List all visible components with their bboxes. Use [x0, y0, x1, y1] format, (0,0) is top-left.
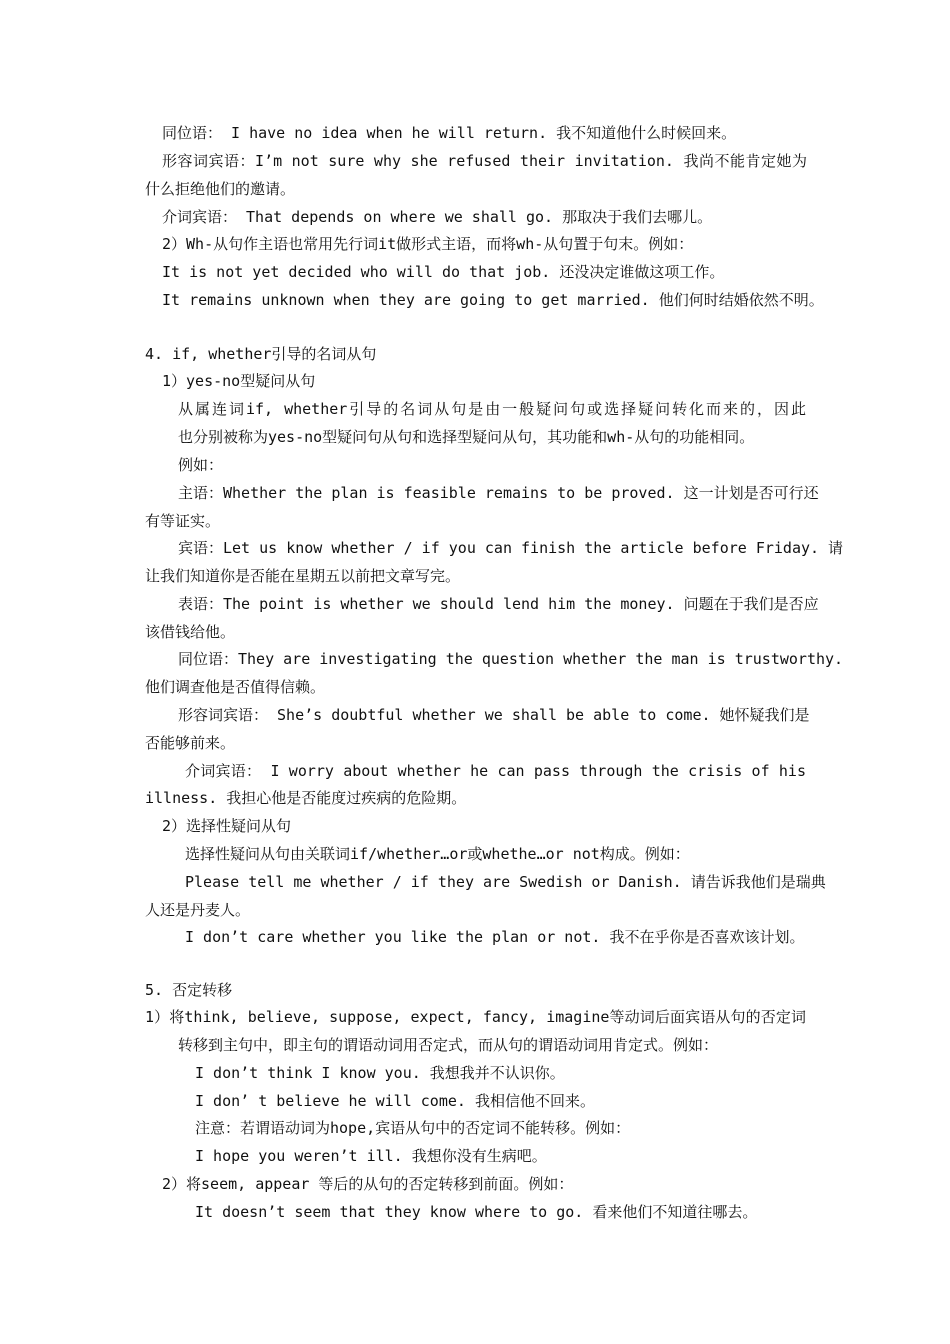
sec3-point-2: 2）Wh-从句作主语也常用先行词it做形式主语，而将wh-从句置于句末。例如：: [162, 235, 694, 253]
sec4-intro-line-1: 从属连词if, whether引导的名词从句是由一般疑问句或选择疑问转化而来的，因此: [178, 400, 806, 418]
sec4-prep-obj-line-1: 介词宾语： I worry about whether he can pass through the crisis of his: [185, 762, 806, 780]
sec3-appositive-line: 同位语： I have no idea when he will return. 我不知道他什么时候回来。: [162, 124, 737, 142]
sec4-predicative-line-1: 表语：The point is whether we should lend him the money. 问题在于我们是否应: [178, 595, 819, 613]
sec4-adj-obj-line-2: 否能够前来。: [145, 734, 236, 752]
sec4-alt-example-2: I don’t care whether you like the plan or not. 我不在乎你是否喜欢该计划。: [185, 928, 805, 946]
sec4-intro-line-2: 也分别被称为yes-no型疑问句从句和选择型疑问从句，其功能和wh-从句的功能相同。: [178, 428, 755, 446]
sec5-heading: 5. 否定转移: [145, 981, 233, 999]
sec5-note: 注意：若谓语动词为hope,宾语从句中的否定词不能转移。例如：: [195, 1119, 631, 1137]
sec4-predicative-line-2: 该借钱给他。: [145, 623, 236, 641]
sec4-subject-line-1: 主语：Whether the plan is feasible remains to be proved. 这一计划是否可行还: [178, 484, 819, 502]
sec3-adj-obj-line-1: 形容词宾语：I’m not sure why she refused their invitation. 我尚不能肯定她为: [162, 152, 807, 170]
sec4-alt-example-1-line-1: Please tell me whether / if they are Swedish or Danish. 请告诉我他们是瑞典: [185, 873, 826, 891]
sec4-object-line-2: 让我们知道你是否能在星期五以前把文章写完。: [145, 567, 461, 585]
sec4-object-line-1: 宾语：Let us know whether / if you can finish the article before Friday. 请: [178, 539, 844, 557]
sec4-appositive-line-1: 同位语：They are investigating the question whether the man is trustworthy.: [178, 650, 844, 668]
sec4-appositive-line-2: 他们调查他是否值得信赖。: [145, 678, 326, 696]
sec5-point-2: 2）将seem, appear 等后的从句的否定转移到前面。例如：: [162, 1175, 574, 1193]
sec4-subject-line-2: 有等证实。: [145, 512, 221, 530]
sec3-example-1: It is not yet decided who will do that job. 还没决定谁做这项工作。: [162, 263, 725, 281]
sec4-prep-obj-line-2: illness. 我担心他是否能度过疾病的危险期。: [145, 789, 467, 807]
sec4-alt-example-1-line-2: 人还是丹麦人。: [145, 901, 251, 919]
sec5-example-2: I don’ t believe he will come. 我相信他不回来。: [195, 1092, 595, 1110]
sec3-adj-obj-line-2: 什么拒绝他们的邀请。: [145, 180, 296, 198]
sec4-subheading-2: 2）选择性疑问从句: [162, 817, 292, 835]
sec5-example-3: I hope you weren’t ill. 我想你没有生病吧。: [195, 1147, 547, 1165]
sec4-subheading-1: 1）yes-no型疑问从句: [162, 372, 316, 390]
sec5-point-1-line-2: 转移到主句中，即主句的谓语动词用否定式，而从句的谓语动词用肯定式。例如：: [178, 1036, 719, 1054]
sec5-example-1: I don’t think I know you. 我想我并不认识你。: [195, 1064, 565, 1082]
sec5-point-1-line-1: 1）将think, believe, suppose, expect, fancy, imagine等动词后面宾语从句的否定词: [145, 1008, 806, 1026]
sec3-prep-obj-line: 介词宾语： That depends on where we shall go. 那取决于我们去哪儿。: [162, 208, 713, 226]
sec3-example-2: It remains unknown when they are going to get married. 他们何时结婚依然不明。: [162, 291, 824, 309]
sec4-alt-intro: 选择性疑问从句由关联词if/whether…or或whethe…or not构成。例如：: [185, 845, 690, 863]
sec4-heading: 4. if, whether引导的名词从句: [145, 345, 377, 363]
sec4-adj-obj-line-1: 形容词宾语： She’s doubtful whether we shall be able to come. 她怀疑我们是: [178, 706, 810, 724]
sec4-intro-line-3: 例如：: [178, 456, 224, 474]
sec5-example-4: It doesn’t seem that they know where to go. 看来他们不知道往哪去。: [195, 1203, 758, 1221]
